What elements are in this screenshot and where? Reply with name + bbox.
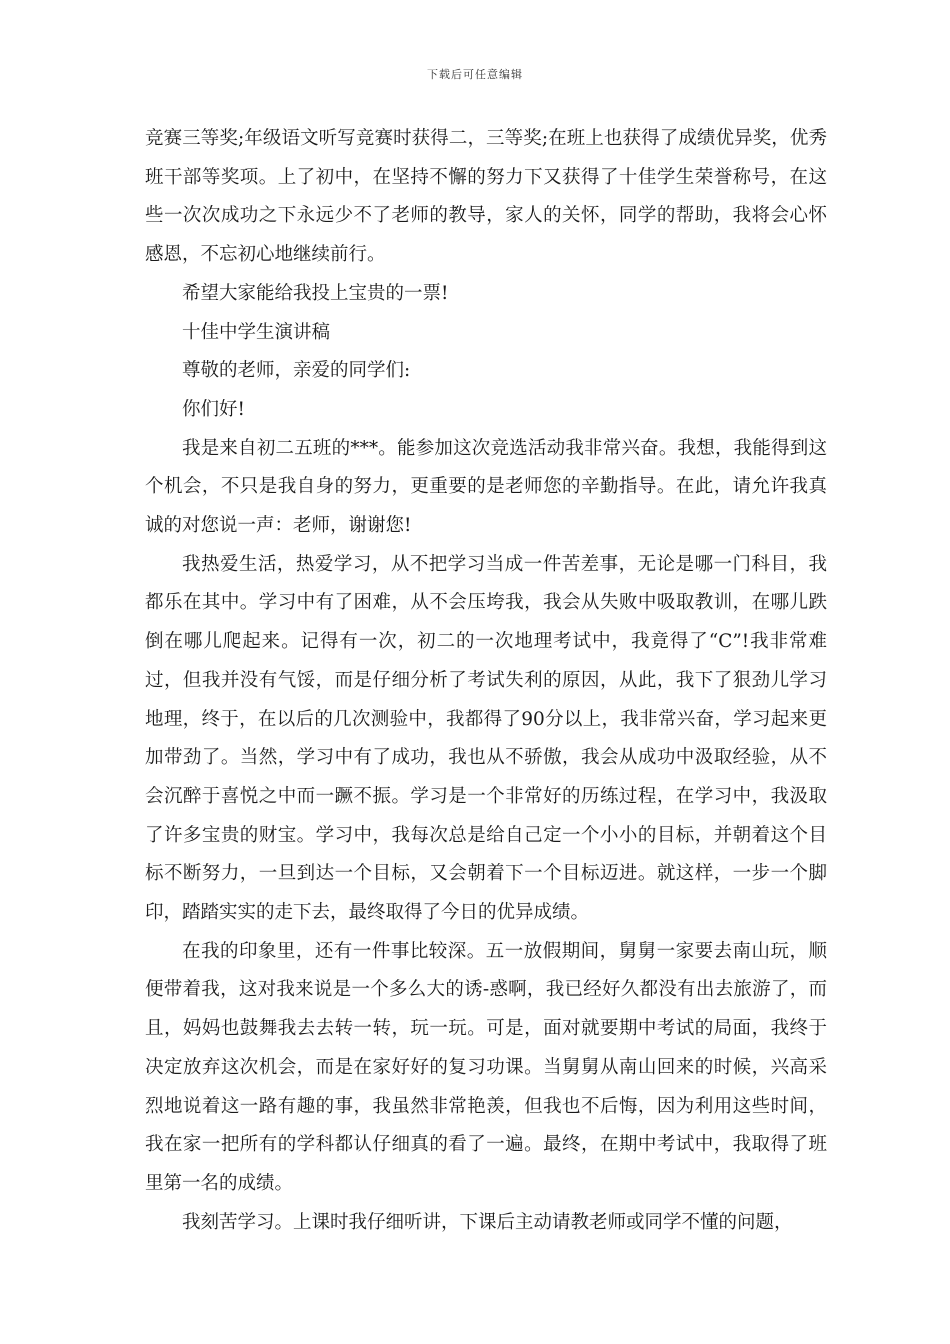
paragraph-introduction: 我是来自初二五班的***。能参加这次竞选活动我非常兴奋。我想，我能得到这个机会，不只是我自身的努力，更重要的是老师您的辛勤指导。在此，请允许我真诚的对您说一声：老师，谢谢您! (145, 437, 827, 537)
paragraph-holiday-story: 在我的印象里，还有一件事比较深。五一放假期间，舅舅一家要去南山玩，顺便带着我，这对我来说是一个多么大的诱-惑啊，我已经好久都没有出去旅游了，而且，妈妈也鼓舞我去去转一转，玩一玩。可是，面对就要期中考试的局面，我终于决定放弃这次机会，而是在家好好的复习功课。当舅舅从南山回来的时候，兴高采烈地说着这一路有趣的事，我虽然非常艳羡，但我也不后悔，因为利用这些时间，我在家一把所有的学科都认仔细真的看了一遍。最终，在期中考试中，我取得了班里第一名的成绩。 (145, 940, 827, 1194)
paragraph-study-attitude: 我热爱生活，热爱学习，从不把学习当成一件苦差事，无论是哪一门科目，我都乐在其中。学习中有了困难，从不会压垮我，我会从失败中吸取教训，在哪儿跌倒在哪儿爬起来。记得有一次，初二的一次地理考试中，我竟得了“C”!我非常难过，但我并没有气馁，而是仔细分析了考试失利的原因，从此，我下了狠劲儿学习地理，终于，在以后的几次测验中，我都得了90分以上，我非常兴奋，学习起来更加带劲了。当然，学习中有了成功，我也从不骄傲，我会从成功中汲取经验，从不会沉醉于喜悦之中而一蹶不振。学习是一个非常好的历练过程，在学习中，我汲取了许多宝贵的财宝。学习中，我每次总是给自己定一个小小的目标，并朝着这个目标不断努力，一旦到达一个目标，又会朝着下一个目标迈进。就这样，一步一个脚印，踏踏实实的走下去，最终取得了今日的优异成绩。 (145, 553, 827, 924)
document-body (145, 120, 827, 1242)
page-header: 下载后可任意编辑 (427, 68, 523, 81)
speech-title: 十佳中学生演讲稿 (182, 321, 331, 343)
speech-greeting: 你们好! (182, 398, 245, 420)
paragraph-vote-request: 希望大家能给我投上宝贵的一票! (182, 282, 449, 304)
speech-salutation: 尊敬的老师，亲爱的同学们: (182, 360, 411, 382)
paragraph-diligence: 我刻苦学习。上课时我仔细听讲，下课后主动请教老师或同学不懂的问题， (182, 1211, 793, 1233)
paragraph-award-summary: 竞赛三等奖;年级语文听写竞赛时获得二，三等奖;在班上也获得了成绩优异奖，优秀班干部等奖项。上了初中，在坚持不懈的努力下又获得了十佳学生荣誉称号，在这些一次次成功之下永远少不了老师的教导，家人的关怀，同学的帮助，我将会心怀感恩，不忘初心地继续前行。 (145, 128, 827, 266)
